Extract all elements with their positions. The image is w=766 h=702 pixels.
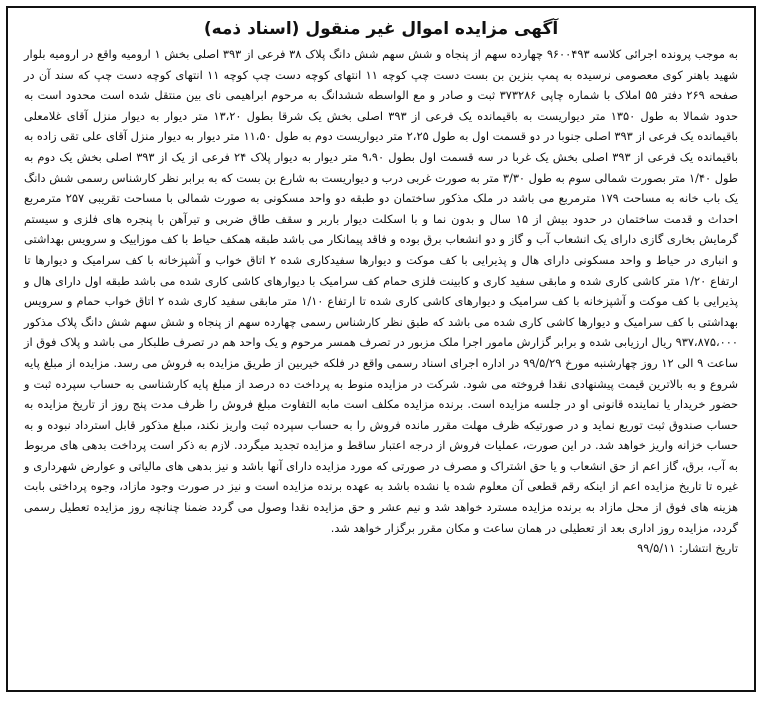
- auction-notice: [6, 6, 756, 692]
- publication-date: تاریخ انتشار: ۹۹/۵/۱۱: [637, 541, 738, 556]
- notice-title: آگهی مزایده اموال غیر منقول (اسناد ذمه): [203, 19, 559, 39]
- notice-body: به موجب پرونده اجرائی کلاسه ۹۶۰۰۴۹۳ چهارده سهم از پنجاه و شش سهم شش دانگ پلاک ۳۸ فرعی از ۳۹۳ اصلی بخش ۱ ارومیه واقع در ارومیه بلوار شهید باهنر کوی معصومی نرسیده به پمپ بنزین بن بست دست چپ کوچه ۱۱ انتهای کوچه دست چپ کوچه ۱۱ انتهای کوچه دست چپ که سند آن در صفحه ۲۶۹ دفتر ۵۵ املاک با شماره چاپی ۳۷۳۲۸۶ ثبت و صادر و مع الواسطه ششدانگ به مرحوم ابراهیمی نای بین منتقل شده است محدود است به حدود شمالا به طول ۱۳۵۰ متر دیواریست به باقیمانده یک فرعی از ۳۹۳ اصلی بخش یک شرقا بطول ۱۳،۲۰ متر دیوار به دیوار منزل آقای غلامعلی باقیمانده یک فرعی از ۳۹۳ اصلی جنوبا در دو قسمت اول به طول ۲،۲۵ متر دیواریست دوم به طول ۱۱،۵۰ متر دیوار به دیوار منزل آقای علی تقی زاده به باقیمانده یک فرعی از ۳۹۳ اصلی بخش یک غربا در سه قسمت اول بطول ۹،۹۰ متر دیوار به دیوار پلاک ۲۴ فرعی از یک از ۳۹۳ اصلی بخش یک دوم به طول ۱/۴۰ متر بصورت شمالی سوم به طول ۳/۳۰ متر به صورت غربی درب و دیواریست به شارع بن بست که به برابر نظر کارشناس رسمی شش دانگ یک باب خانه به مساحت ۱۷۹ مترمربع می باشد در ملک مذکور ساختمان دو طبقه دو واحد مسکونی به صورت شمالی با مساحت تقریبی ۲۵۷ مترمربع احداث و قدمت ساختمان در حدود بیش از ۱۵ سال و بدون نما و با اسکلت دیوار باربر و سقف طاق ضربی و تیرآهن با پنجره های فلزی و سیستم گرمایش بخاری گازی دارای یک انشعاب آب و گاز و دو انشعاب برق بوده و فاقد پیمانکار می باشد طبقه همکف حیاط با کف موزاییک و سرویس بهداشتی و انباری در حیاط و واحد مسکونی دارای هال و پذیرایی با کف موکت و دیوارها سفیدکاری شده ۲ اتاق خواب و آشپزخانه با کف سرامیک و دیوارها تا ارتفاع ۱/۲۰ متر کاشی کاری شده و مابقی سفید کاری و کابینت فلزی حمام کف سرامیک با دیوارهای کاشی کاری شده می باشد طبقه اول دارای هال و پذیرایی با کف موکت و آشپزخانه با کف سرامیک و دیوارهای کاشی کاری شده تا ارتفاع ۱/۱۰ متر مابقی سفید کاری شده ۲ اتاق خواب حمام و سرویس بهداشتی با کف سرامیک و دیوارها کاشی کاری شده می باشد که طبق نظر کارشناس رسمی چهارده سهم از پنجاه و شش سهم شش دانگ پلاک مذکور ۹۳۷،۸۷۵،۰۰۰ ریال ارزیابی شده و برابر گزارش مامور اجرا ملک مزبور در تصرف همسر مرحوم و یک واحد هم در تصرف طلبکار می باشد و پلاک فوق از ساعت ۹ الی ۱۲ روز چهارشنبه مورخ ۹۹/۵/۲۹ در اداره اجرای اسناد رسمی واقع در فلکه خیربین از طریق مزایده به فروش می رسد. مزایده از مبلغ پایه شروع و به بالاترین قیمت پیشنهادی نقدا فروخته می شود. شرکت در مزایده منوط به پرداخت ده درصد از مبلغ پایه کارشناسی به حساب سپرده ثبت و حضور خریدار یا نماینده قانونی او در جلسه مزایده است. برنده مزایده مکلف است مابه التفاوت مبلغ فروش را ظرف مدت پنج روز از تاریخ مزایده به حساب صندوق ثبت توریع نماید و در صورتیکه ظرف مهلت مقرر مانده فروش را به حساب سپرده ثبت واریز نکند، مبلغ مذکور قابل استرداد نبوده و به حساب خزانه واریز خواهد شد. در این صورت، عملیات فروش از درجه اعتبار ساقط و مزایده تجدید میگردد. لازم به ذکر است پرداخت بدهی های مربوط به آب، برق، گاز اعم از حق انشعاب و یا حق اشتراک و مصرف در صورتی که مورد مزایده دارای آنها باشد و نیز بدهی های مالیاتی و عوارض شهرداری و غیره تا تاریخ مزایده اعم از اینکه رقم قطعی آن معلوم شده یا نشده باشد به عهده برنده مزایده است و نیز در صورت وجود مازاد، وجوه پرداختی بابت هزینه های فوق از محل مازاد به برنده مزایده مسترد خواهد شد و نیم عشر و حق مزایده نقدا وصول می گردد ضمنا چنانچه روز مزایده تعطیل رسمی گردد، مزایده روز اداری بعد از تعطیلی در همان ساعت و مکان مقرر برگزار خواهد شد.: [24, 47, 739, 535]
